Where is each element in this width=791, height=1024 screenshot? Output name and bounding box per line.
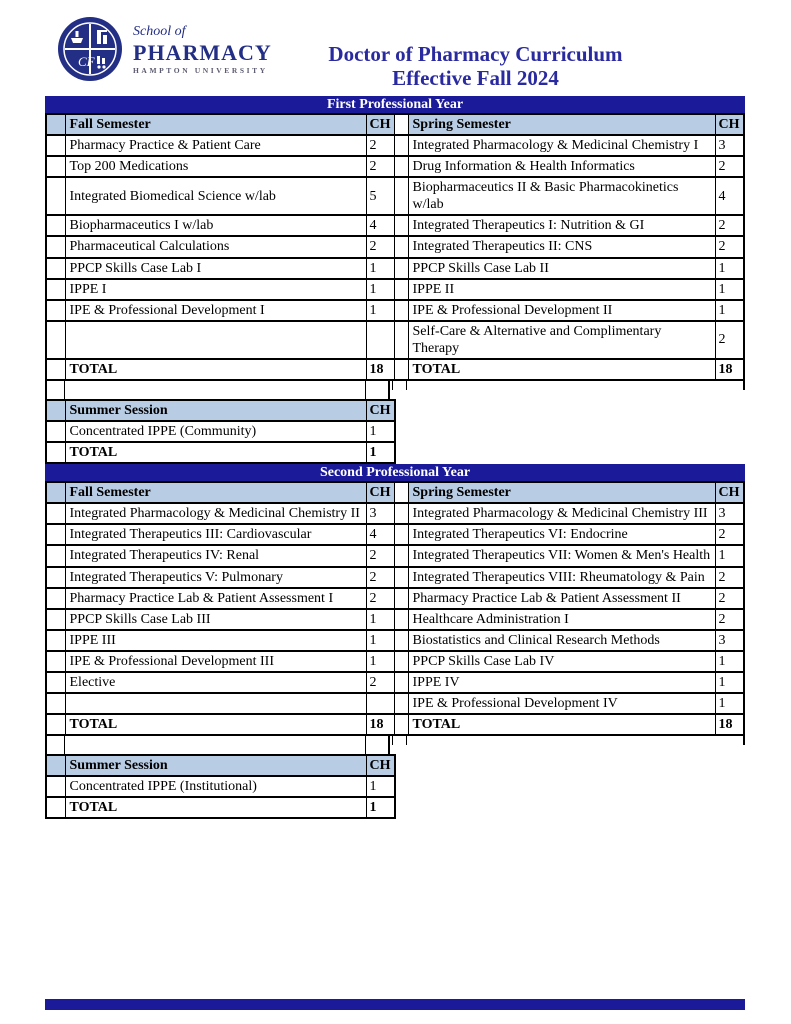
fall-ch-header: CH xyxy=(366,482,394,503)
fall-column-header: Fall Semester xyxy=(65,482,366,503)
table-row xyxy=(46,215,744,236)
table-row xyxy=(46,524,744,545)
spring-total-label: TOTAL xyxy=(408,359,715,380)
summer-total-label: TOTAL xyxy=(65,442,366,463)
row-select-cell xyxy=(46,177,65,215)
first-year-section xyxy=(0,96,791,381)
fall-course-cell: Pharmaceutical Calculations xyxy=(65,236,366,257)
table-row xyxy=(46,776,395,797)
row-select-cell xyxy=(46,359,65,380)
table-row xyxy=(46,609,744,630)
ghost-cell xyxy=(45,381,64,399)
ghost-cell xyxy=(365,736,390,754)
gap-cell xyxy=(394,482,408,503)
table-row xyxy=(46,135,744,156)
first-summer-section xyxy=(0,381,791,464)
fall-course-cell: Biopharmaceutics I w/lab xyxy=(65,215,366,236)
spring-course-cell: IPPE II xyxy=(408,279,715,300)
document-title xyxy=(160,42,791,90)
fall-credit-cell xyxy=(366,321,394,359)
fall-credit-cell xyxy=(366,693,394,714)
row-select-cell xyxy=(46,135,65,156)
title-line-1: Doctor of Pharmacy Curriculum xyxy=(328,42,623,66)
summer-course-cell: Concentrated IPPE (Institutional) xyxy=(65,776,366,797)
total-row xyxy=(46,442,395,463)
spring-course-cell: Self-Care & Alternative and Complimentary Therapy xyxy=(408,321,715,359)
gap-cell xyxy=(394,114,408,135)
fall-course-cell: Pharmacy Practice Lab & Patient Assessment I xyxy=(65,588,366,609)
fall-credit-cell: 2 xyxy=(366,135,394,156)
grid-stub xyxy=(406,736,407,745)
spring-course-cell: Biostatistics and Clinical Research Methods xyxy=(408,630,715,651)
summer-total-label: TOTAL xyxy=(65,797,366,818)
table-row xyxy=(46,300,744,321)
ghost-cell xyxy=(45,736,64,754)
fall-credit-cell: 4 xyxy=(366,215,394,236)
spring-total-label: TOTAL xyxy=(408,714,715,735)
table-row xyxy=(46,672,744,693)
row-select-cell xyxy=(46,755,65,776)
spring-column-header: Spring Semester xyxy=(408,482,715,503)
gap-cell xyxy=(394,567,408,588)
total-row xyxy=(46,714,744,735)
title-line-2: Effective Fall 2024 xyxy=(392,66,559,90)
spring-total-value: 18 xyxy=(715,714,744,735)
svg-text:CF: CF xyxy=(78,54,95,69)
second-year-section xyxy=(0,464,791,736)
table-row xyxy=(46,693,744,714)
row-select-cell xyxy=(46,672,65,693)
gap-cell xyxy=(394,588,408,609)
fall-course-cell: IPE & Professional Development I xyxy=(65,300,366,321)
gap-cell xyxy=(394,300,408,321)
year1-table xyxy=(45,113,745,381)
gap-cell xyxy=(394,672,408,693)
row-select-cell xyxy=(46,236,65,257)
gap-cell xyxy=(394,714,408,735)
fall-course-cell: Elective xyxy=(65,672,366,693)
row-select-cell xyxy=(46,258,65,279)
spring-column-header: Spring Semester xyxy=(408,114,715,135)
year1-banner: First Professional Year xyxy=(45,96,745,113)
spring-credit-cell: 4 xyxy=(715,177,744,215)
summer-course-cell: Concentrated IPPE (Community) xyxy=(65,421,366,442)
grid-stub xyxy=(392,381,393,390)
summer-ch-header: CH xyxy=(366,400,395,421)
row-select-cell xyxy=(46,279,65,300)
page-header xyxy=(0,0,791,96)
spring-credit-cell: 1 xyxy=(715,300,744,321)
grid-stub xyxy=(406,381,407,390)
summer-total-value: 1 xyxy=(366,797,395,818)
spring-course-cell: Integrated Pharmacology & Medicinal Chemistry III xyxy=(408,503,715,524)
spring-credit-cell: 2 xyxy=(715,156,744,177)
ghost-cell xyxy=(64,381,365,399)
ghost-row xyxy=(45,381,791,399)
gap-cell xyxy=(394,693,408,714)
row-select-cell xyxy=(46,482,65,503)
gap-cell xyxy=(394,524,408,545)
fall-total-label: TOTAL xyxy=(65,714,366,735)
fall-course-cell: Top 200 Medications xyxy=(65,156,366,177)
row-select-cell xyxy=(46,503,65,524)
fall-credit-cell: 4 xyxy=(366,524,394,545)
table-row xyxy=(46,321,744,359)
spring-course-cell: Integrated Therapeutics VII: Women & Men's Health xyxy=(408,545,715,566)
fall-course-cell: Integrated Therapeutics V: Pulmonary xyxy=(65,567,366,588)
spring-course-cell: IPE & Professional Development II xyxy=(408,300,715,321)
spring-credit-cell: 2 xyxy=(715,236,744,257)
ghost-cell xyxy=(365,381,390,399)
gap-cell xyxy=(394,258,408,279)
fall-credit-cell: 3 xyxy=(366,503,394,524)
year2-banner: Second Professional Year xyxy=(45,464,745,481)
university-seal-icon xyxy=(57,16,123,82)
spring-credit-cell: 1 xyxy=(715,651,744,672)
gap-cell xyxy=(394,279,408,300)
spring-credit-cell: 1 xyxy=(715,258,744,279)
table-row xyxy=(46,258,744,279)
gap-cell xyxy=(394,236,408,257)
spring-total-value: 18 xyxy=(715,359,744,380)
fall-ch-header: CH xyxy=(366,114,394,135)
summer2-header-row xyxy=(46,755,395,776)
fall-credit-cell: 1 xyxy=(366,651,394,672)
fall-credit-cell: 2 xyxy=(366,156,394,177)
fall-course-cell: IPE & Professional Development III xyxy=(65,651,366,672)
spring-ch-header: CH xyxy=(715,482,744,503)
summer-column-header: Summer Session xyxy=(65,400,366,421)
row-select-cell xyxy=(46,215,65,236)
table-row xyxy=(46,545,744,566)
fall-total-value: 18 xyxy=(366,359,394,380)
spring-credit-cell: 3 xyxy=(715,503,744,524)
table-row xyxy=(46,503,744,524)
gap-cell xyxy=(394,503,408,524)
ghost-row xyxy=(45,736,791,754)
row-select-cell xyxy=(46,651,65,672)
spring-ch-header: CH xyxy=(715,114,744,135)
spring-credit-cell: 1 xyxy=(715,672,744,693)
row-select-cell xyxy=(46,630,65,651)
spring-credit-cell: 2 xyxy=(715,609,744,630)
logo-university: HAMPTON UNIVERSITY xyxy=(133,66,268,75)
fall-course-cell: Integrated Therapeutics IV: Renal xyxy=(65,545,366,566)
footer-bar xyxy=(45,999,745,1010)
table-row xyxy=(46,177,744,215)
spring-course-cell: Biopharmaceutics II & Basic Pharmacokinetics w/lab xyxy=(408,177,715,215)
fall-credit-cell: 2 xyxy=(366,672,394,693)
table-row xyxy=(46,421,395,442)
summer-total-value: 1 xyxy=(366,442,395,463)
fall-credit-cell: 5 xyxy=(366,177,394,215)
second-summer-section xyxy=(0,736,791,819)
spring-credit-cell: 3 xyxy=(715,135,744,156)
summer-credit-cell: 1 xyxy=(366,421,395,442)
gap-cell xyxy=(394,630,408,651)
fall-course-cell: PPCP Skills Case Lab I xyxy=(65,258,366,279)
spring-credit-cell: 1 xyxy=(715,545,744,566)
total-row xyxy=(46,359,744,380)
fall-credit-cell: 2 xyxy=(366,545,394,566)
fall-credit-cell: 2 xyxy=(366,588,394,609)
fall-credit-cell: 1 xyxy=(366,279,394,300)
spring-credit-cell: 3 xyxy=(715,630,744,651)
spring-course-cell: Integrated Therapeutics I: Nutrition & GI xyxy=(408,215,715,236)
table-row xyxy=(46,651,744,672)
spring-credit-cell: 1 xyxy=(715,279,744,300)
table-row xyxy=(46,630,744,651)
row-select-cell xyxy=(46,321,65,359)
spring-credit-cell: 2 xyxy=(715,524,744,545)
fall-course-cell xyxy=(65,321,366,359)
fall-course-cell: IPPE I xyxy=(65,279,366,300)
spring-course-cell: Drug Information & Health Informatics xyxy=(408,156,715,177)
fall-course-cell: IPPE III xyxy=(65,630,366,651)
spring-course-cell: Integrated Therapeutics VI: Endocrine xyxy=(408,524,715,545)
gap-cell xyxy=(394,609,408,630)
year2-table xyxy=(45,481,745,736)
table-row xyxy=(46,279,744,300)
row-select-cell xyxy=(46,524,65,545)
summer2-table xyxy=(45,754,396,819)
row-select-cell xyxy=(46,156,65,177)
spring-credit-cell: 1 xyxy=(715,693,744,714)
spring-course-cell: Integrated Therapeutics II: CNS xyxy=(408,236,715,257)
fall-course-cell: Integrated Pharmacology & Medicinal Chemistry II xyxy=(65,503,366,524)
gap-cell xyxy=(394,321,408,359)
table-row xyxy=(46,156,744,177)
gap-cell xyxy=(394,177,408,215)
row-select-cell xyxy=(46,609,65,630)
year2-header-row xyxy=(46,482,744,503)
fall-course-cell: Integrated Biomedical Science w/lab xyxy=(65,177,366,215)
summer-ch-header: CH xyxy=(366,755,395,776)
gap-cell xyxy=(394,359,408,380)
summer-credit-cell: 1 xyxy=(366,776,395,797)
gap-cell xyxy=(394,135,408,156)
spring-course-cell: PPCP Skills Case Lab II xyxy=(408,258,715,279)
fall-column-header: Fall Semester xyxy=(65,114,366,135)
spring-course-cell: IPPE IV xyxy=(408,672,715,693)
row-select-cell xyxy=(46,442,65,463)
row-select-cell xyxy=(46,714,65,735)
grid-stub xyxy=(743,736,745,745)
total-row xyxy=(46,797,395,818)
spring-course-cell: IPE & Professional Development IV xyxy=(408,693,715,714)
fall-credit-cell: 1 xyxy=(366,609,394,630)
row-select-cell xyxy=(46,776,65,797)
row-select-cell xyxy=(46,693,65,714)
fall-credit-cell: 2 xyxy=(366,236,394,257)
logo-school-of: School of xyxy=(133,24,186,39)
fall-credit-cell: 1 xyxy=(366,630,394,651)
fall-course-cell: Integrated Therapeutics III: Cardiovascular xyxy=(65,524,366,545)
row-select-cell xyxy=(46,114,65,135)
fall-total-value: 18 xyxy=(366,714,394,735)
grid-stub xyxy=(743,381,745,390)
fall-course-cell: Pharmacy Practice & Patient Care xyxy=(65,135,366,156)
year1-header-row xyxy=(46,114,744,135)
spring-credit-cell: 2 xyxy=(715,321,744,359)
gap-cell xyxy=(394,651,408,672)
row-select-cell xyxy=(46,400,65,421)
gap-cell xyxy=(394,156,408,177)
summer1-header-row xyxy=(46,400,395,421)
table-row xyxy=(46,567,744,588)
spring-course-cell: PPCP Skills Case Lab IV xyxy=(408,651,715,672)
gap-cell xyxy=(394,545,408,566)
fall-course-cell: PPCP Skills Case Lab III xyxy=(65,609,366,630)
spring-course-cell: Integrated Therapeutics VIII: Rheumatology & Pain xyxy=(408,567,715,588)
row-select-cell xyxy=(46,567,65,588)
fall-credit-cell: 1 xyxy=(366,300,394,321)
grid-stub xyxy=(392,736,393,745)
row-select-cell xyxy=(46,545,65,566)
fall-total-label: TOTAL xyxy=(65,359,366,380)
row-select-cell xyxy=(46,421,65,442)
gap-cell xyxy=(394,215,408,236)
row-select-cell xyxy=(46,588,65,609)
fall-credit-cell: 1 xyxy=(366,258,394,279)
summer-column-header: Summer Session xyxy=(65,755,366,776)
spring-credit-cell: 2 xyxy=(715,588,744,609)
spring-course-cell: Healthcare Administration I xyxy=(408,609,715,630)
row-select-cell xyxy=(46,797,65,818)
spring-course-cell: Pharmacy Practice Lab & Patient Assessment II xyxy=(408,588,715,609)
spring-credit-cell: 2 xyxy=(715,215,744,236)
table-row xyxy=(46,236,744,257)
fall-credit-cell: 2 xyxy=(366,567,394,588)
spring-credit-cell: 2 xyxy=(715,567,744,588)
fall-course-cell xyxy=(65,693,366,714)
spring-course-cell: Integrated Pharmacology & Medicinal Chemistry I xyxy=(408,135,715,156)
logo-pharmacy: PHARMACY xyxy=(133,40,272,65)
summer1-table xyxy=(45,399,396,464)
ghost-cell xyxy=(64,736,365,754)
row-select-cell xyxy=(46,300,65,321)
table-row xyxy=(46,588,744,609)
